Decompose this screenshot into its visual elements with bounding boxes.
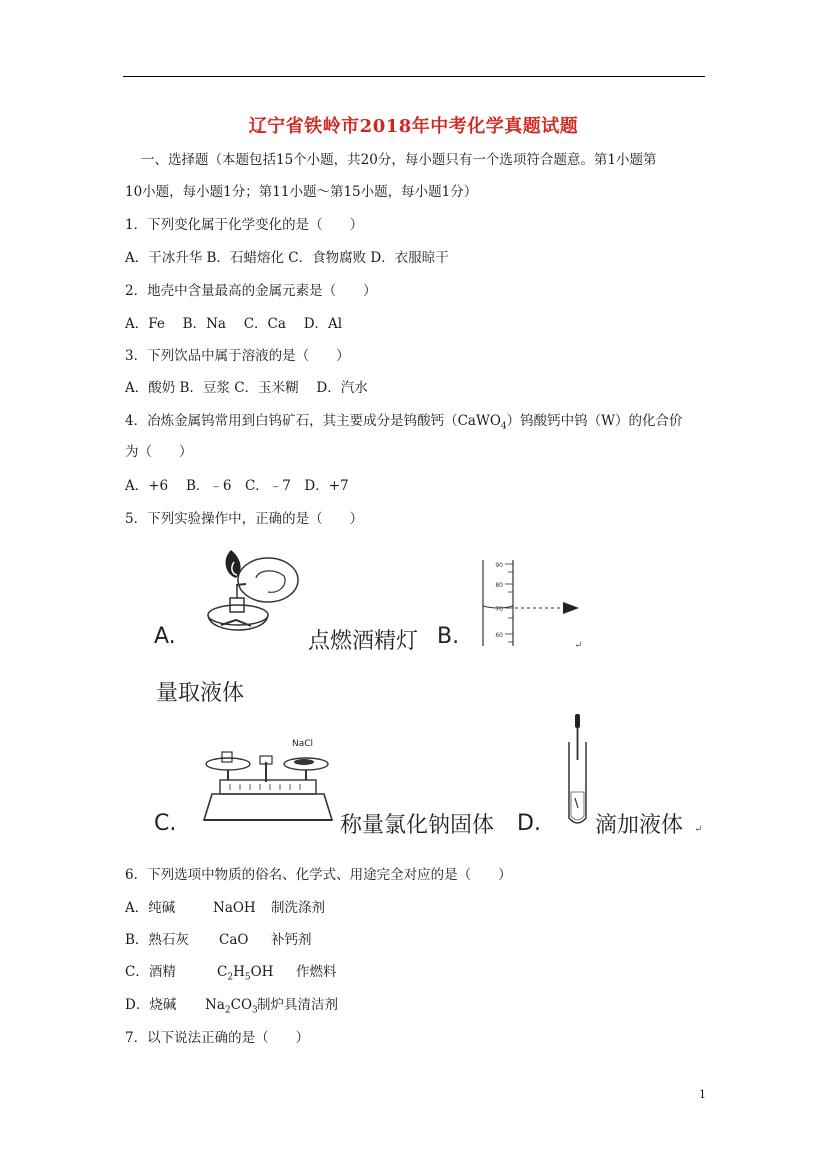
q6-c-use: 作燃料	[296, 964, 337, 980]
q5-option-d-letter: D.	[517, 811, 541, 836]
q6-b-formula: CaO	[219, 932, 249, 948]
q1-options: A．干冰升华 B．石蜡熔化 C．食物腐败 D．衣服晾干	[125, 250, 449, 266]
q6-d-sub: 2	[224, 1005, 231, 1016]
q4-subscript: 4	[500, 421, 507, 432]
q6-option-c	[125, 962, 337, 988]
cylinder-tick-90: 90	[495, 562, 503, 569]
page-title: 辽宁省铁岭市2018年中考化学真题试题	[248, 116, 579, 137]
q6-d-formula-part: Na	[205, 997, 225, 1013]
q6-option-a	[125, 898, 325, 918]
q4-stem-part-b: ）钨酸钙中钨（W）的化合价	[506, 413, 683, 429]
q5-option-c-text: 称量氯化钠固体	[340, 813, 495, 838]
q4-stem-part-a: 4．冶炼金属钨常用到白钨矿石，其主要成分是钨酸钙（CaWO	[125, 413, 501, 429]
return-mark: ↵	[574, 640, 583, 651]
q6-stem: 6．下列选项中物质的俗名、化学式、用途完全对应的是（ ）	[125, 867, 512, 883]
q6-option-b	[125, 930, 312, 950]
q6-option-d	[125, 995, 338, 1021]
q6-c-formula-part: OH	[250, 964, 274, 980]
q6-d-formula-part: CO	[230, 997, 253, 1013]
q6-d-name: D．烧碱	[125, 997, 177, 1013]
cylinder-tick-80: 80	[495, 582, 503, 589]
section-instructions-cont: 10小题，每小题1分；第11小题～第15小题，每小题1分）	[125, 184, 478, 200]
q5-option-a-letter: A.	[154, 624, 176, 649]
q6-d-formula	[205, 995, 257, 1021]
q6-b-name: B．熟石灰	[125, 932, 189, 948]
cylinder-tick-60: 60	[495, 632, 503, 639]
q6-c-formula-part: H	[233, 964, 245, 980]
q6-d-sub: 3	[252, 1005, 258, 1016]
q6-c-formula	[217, 962, 296, 988]
q4-stem-cont: 为（ ）	[125, 444, 193, 460]
q4-stem	[125, 411, 683, 437]
q6-a-use: 制洗涤剂	[271, 900, 325, 916]
q1-stem: 1．下列变化属于化学变化的是（ ）	[125, 217, 364, 233]
q6-c-formula-part: C	[217, 964, 228, 980]
q4-options: A．+6 B．﹣6 C．﹣7 D．+7	[125, 478, 349, 494]
return-mark: ↵	[694, 824, 703, 835]
q6-c-sub: 2	[227, 972, 234, 983]
q6-a-name: A．纯碱	[125, 900, 176, 916]
q2-options: A．Fe B．Na C．Ca D．Al	[125, 316, 343, 332]
graduated-cylinder-image	[475, 558, 585, 648]
q3-options: A．酸奶 B．豆浆 C．玉米糊 D．汽水	[125, 380, 368, 396]
nacl-label: NaCl	[292, 739, 314, 749]
q2-stem: 2．地壳中含量最高的金属元素是（ ）	[125, 283, 377, 299]
q6-a-formula: NaOH	[213, 900, 256, 916]
q5-option-b-letter: B.	[437, 624, 460, 649]
q5-option-b-text: 量取液体	[156, 681, 245, 706]
q5-stem: 5．下列实验操作中，正确的是（ ）	[125, 511, 364, 527]
alcohol-lamp-image	[196, 540, 311, 655]
q5-option-c-letter: C.	[154, 811, 177, 836]
q5-option-a-text: 点燃酒精灯	[308, 629, 419, 654]
q6-c-sub: 5	[244, 972, 251, 983]
section-instructions: 一、选择题（本题包括15个小题，共20分，每小题只有一个选项符合题意。第1小题第	[141, 152, 657, 168]
cylinder-tick-70: 70	[495, 606, 503, 613]
q6-d-use: 制炉具清洁剂	[257, 997, 338, 1013]
q6-b-use: 补钙剂	[271, 932, 312, 948]
q3-stem: 3．下列饮品中属于溶液的是（ ）	[125, 348, 350, 364]
q7-stem: 7．以下说法正确的是（ ）	[125, 1030, 310, 1046]
balance-scale-image	[200, 732, 340, 827]
header-rule	[123, 76, 705, 77]
q5-option-d-text: 滴加液体	[595, 813, 684, 838]
dropper-test-tube-image	[558, 712, 598, 830]
page-number: 1	[699, 1088, 706, 1101]
q6-c-name: C．酒精	[125, 964, 176, 980]
